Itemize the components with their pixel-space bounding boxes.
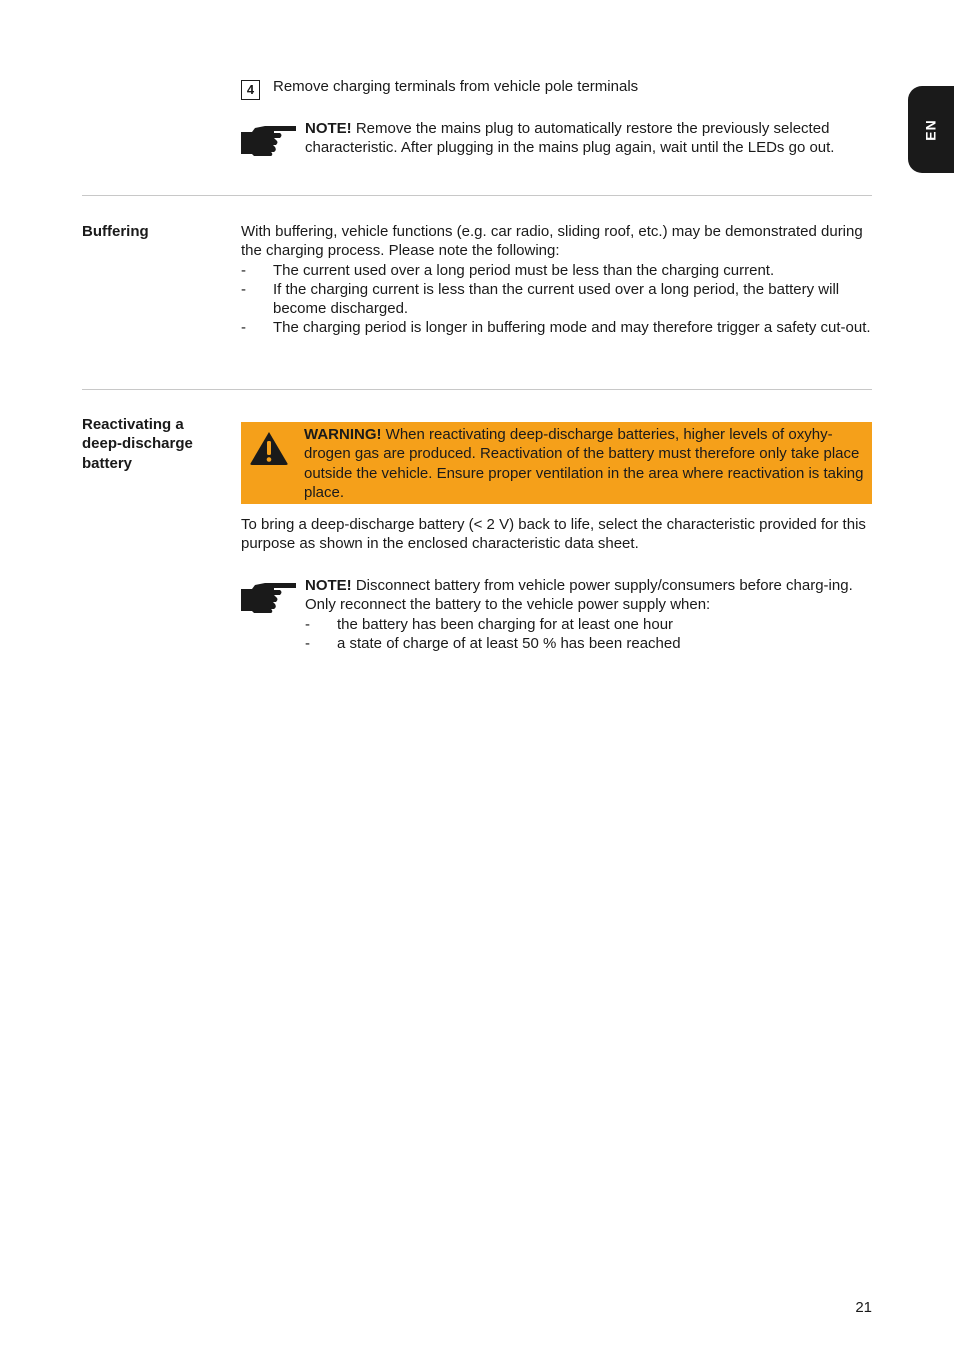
buffering-heading: Buffering [82, 223, 149, 240]
note-label: NOTE! [305, 577, 352, 594]
buffering-intro: With buffering, vehicle functions (e.g. car radio, sliding roof, etc.) may be demonstrated during the charging process. Please note the following: [241, 223, 863, 260]
warning-text: WARNING! When reactivating deep-discharge batteries, higher levels of oxyhy-drogen gas are produced. Reactivation of the battery must therefore only take place outside the vehicle. Ensure proper ventilation in the area where reactivation is taking place. [304, 426, 864, 501]
pointing-hand-icon [240, 580, 297, 614]
note-label: NOTE! [305, 120, 352, 137]
buffering-list [241, 261, 873, 338]
buffering-section [241, 222, 873, 338]
language-tab [908, 86, 954, 173]
page-number: 21 [855, 1299, 872, 1316]
note-restore-characteristic [305, 119, 875, 158]
note-text: Remove the mains plug to automatically restore the previously selected characteristic. After plugging in the mains plug again, wait until the LEDs go out. [305, 120, 835, 157]
reactivating-heading: Reactivating a deep-discharge battery [82, 416, 193, 472]
list-item: - the battery has been charging for at least one hour [305, 615, 674, 633]
list-item: - The current used over a long period must be less than the charging current. [241, 261, 775, 279]
warning-box [241, 422, 872, 504]
step-number-box: 4 [241, 80, 260, 100]
note-text: Disconnect battery from vehicle power supply/consumers before charg-ing. Only reconnect the battery to the vehicle power supply when: [305, 577, 853, 614]
warning-triangle-icon [249, 430, 289, 466]
warning-label: WARNING! [304, 426, 382, 443]
pointing-hand-icon [240, 123, 297, 157]
note-conditions-list [305, 615, 875, 654]
step-text: Remove charging terminals from vehicle pole terminals [273, 78, 639, 95]
section-divider [82, 389, 872, 390]
list-item: - a state of charge of at least 50 % has been reached [305, 634, 681, 652]
note-disconnect-battery [305, 576, 875, 653]
language-tab-label: EN [922, 118, 939, 141]
list-item: - The charging period is longer in buffering mode and may therefore trigger a safety cut-out. [241, 319, 871, 337]
list-item: - If the charging current is less than the current used over a long period, the battery will become discharged. [241, 280, 840, 318]
reactivating-body: To bring a deep-discharge battery (< 2 V) back to life, select the characteristic provided for this purpose as shown in the enclosed characteristic data sheet. [241, 516, 866, 553]
section-divider [82, 195, 872, 196]
